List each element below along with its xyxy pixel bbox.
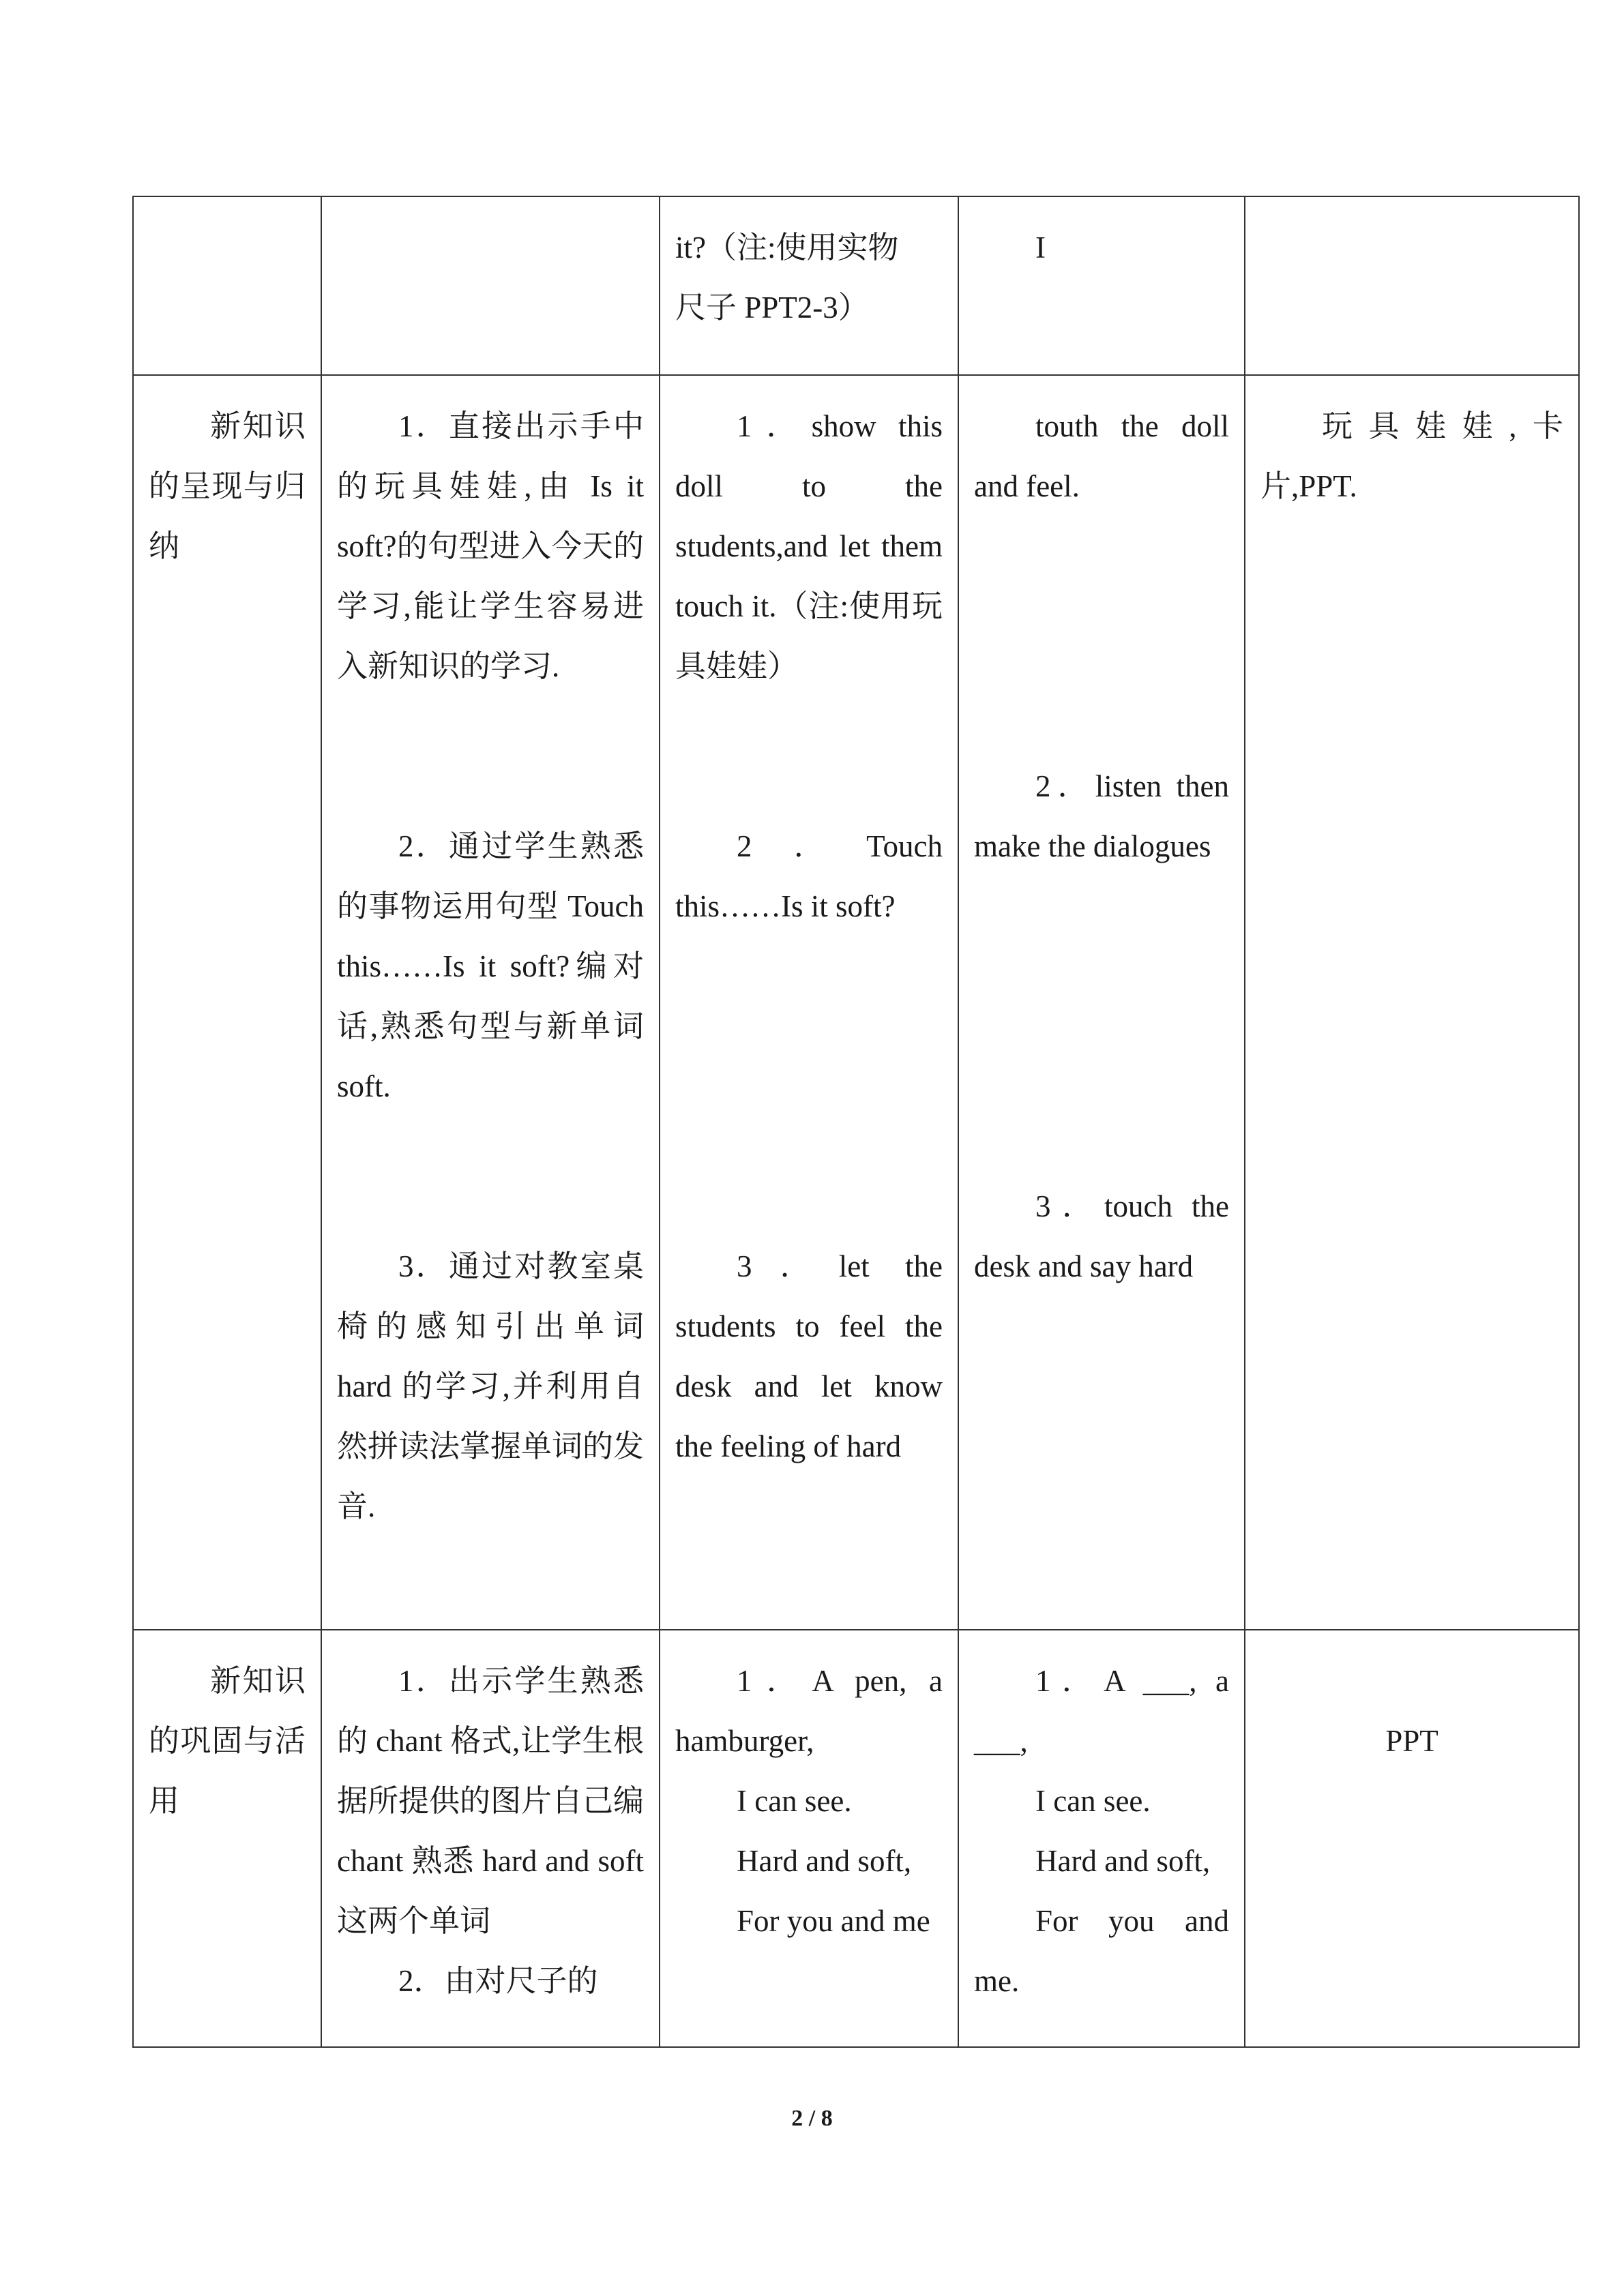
teacher-activity-cell bbox=[660, 375, 958, 1630]
purpose-item: 1．直接出示手中的玩具娃娃,由 Is it soft?的句型进入今天的学习,能让学生容易进入新知识的学习. bbox=[337, 409, 644, 683]
student-activity-cell bbox=[958, 375, 1245, 1630]
stage-label: 新知识的巩固与活用 bbox=[149, 1664, 306, 1818]
chant-line: 1．A pen, a hamburger, bbox=[675, 1664, 943, 1758]
purpose-cell bbox=[321, 196, 660, 375]
stage-cell bbox=[133, 375, 321, 1630]
teacher-activity-cell bbox=[660, 1630, 958, 2047]
table-row bbox=[133, 375, 1579, 1630]
chant-line: For you and me. bbox=[974, 1904, 1229, 1998]
chant-line: For you and me bbox=[737, 1904, 930, 1938]
stage-label: 新知识的呈现与归纳 bbox=[149, 409, 306, 563]
chant-line: 1．A ___, a ___, bbox=[974, 1664, 1229, 1758]
resources-cell bbox=[1245, 1630, 1579, 2047]
resources-cell bbox=[1245, 375, 1579, 1630]
teacher-activity-cell bbox=[660, 196, 958, 375]
student-line: I bbox=[1035, 230, 1046, 265]
stage-cell bbox=[133, 1630, 321, 2047]
purpose-item: 2．通过学生熟悉的事物运用句型 Touch this……Is it soft?编对话,熟悉句型与新单词 soft. bbox=[337, 829, 644, 1103]
student-item: 2．listen then make the dialogues bbox=[974, 769, 1229, 863]
teacher-line: 尺子 PPT2-3） bbox=[675, 290, 869, 325]
stage-cell bbox=[133, 196, 321, 375]
teacher-item: 2．Touch this……Is it soft? bbox=[675, 829, 943, 923]
teacher-item: 1．show this doll to the students,and let them touch it.（注:使用玩具娃娃） bbox=[675, 409, 943, 683]
chant-line: Hard and soft, bbox=[737, 1844, 912, 1878]
purpose-cell bbox=[321, 1630, 660, 2047]
teacher-line: it?（注:使用实物 bbox=[675, 230, 899, 265]
teacher-item: 3．let the students to feel the desk and let know the feeling of hard bbox=[675, 1249, 943, 1463]
chant-line: Hard and soft, bbox=[1035, 1844, 1211, 1878]
resources-text: PPT bbox=[1385, 1724, 1438, 1758]
chant-line: I can see. bbox=[1035, 1784, 1151, 1818]
student-activity-cell bbox=[958, 1630, 1245, 2047]
page-number: 2 / 8 bbox=[791, 2106, 833, 2131]
resources-cell bbox=[1245, 196, 1579, 375]
resources-text: 玩具娃娃,卡片,PPT. bbox=[1260, 409, 1563, 503]
student-item: 3．touch the desk and say hard bbox=[974, 1189, 1229, 1283]
purpose-item: 2．由对尺子的 bbox=[398, 1964, 598, 1998]
table-row bbox=[133, 1630, 1579, 2047]
student-item: touth the doll and feel. bbox=[974, 409, 1229, 503]
purpose-cell bbox=[321, 375, 660, 1630]
purpose-item: 1．出示学生熟悉的 chant 格式,让学生根据所提供的图片自己编 chant 熟悉 hard and soft 这两个单词 bbox=[337, 1664, 645, 1938]
purpose-item: 3．通过对教室桌椅的感知引出单词 hard 的学习,并利用自然拼读法掌握单词的发音. bbox=[337, 1249, 645, 1523]
lesson-plan-table bbox=[132, 196, 1580, 2048]
table-row bbox=[133, 196, 1579, 375]
chant-line: I can see. bbox=[737, 1784, 852, 1818]
student-activity-cell bbox=[958, 196, 1245, 375]
